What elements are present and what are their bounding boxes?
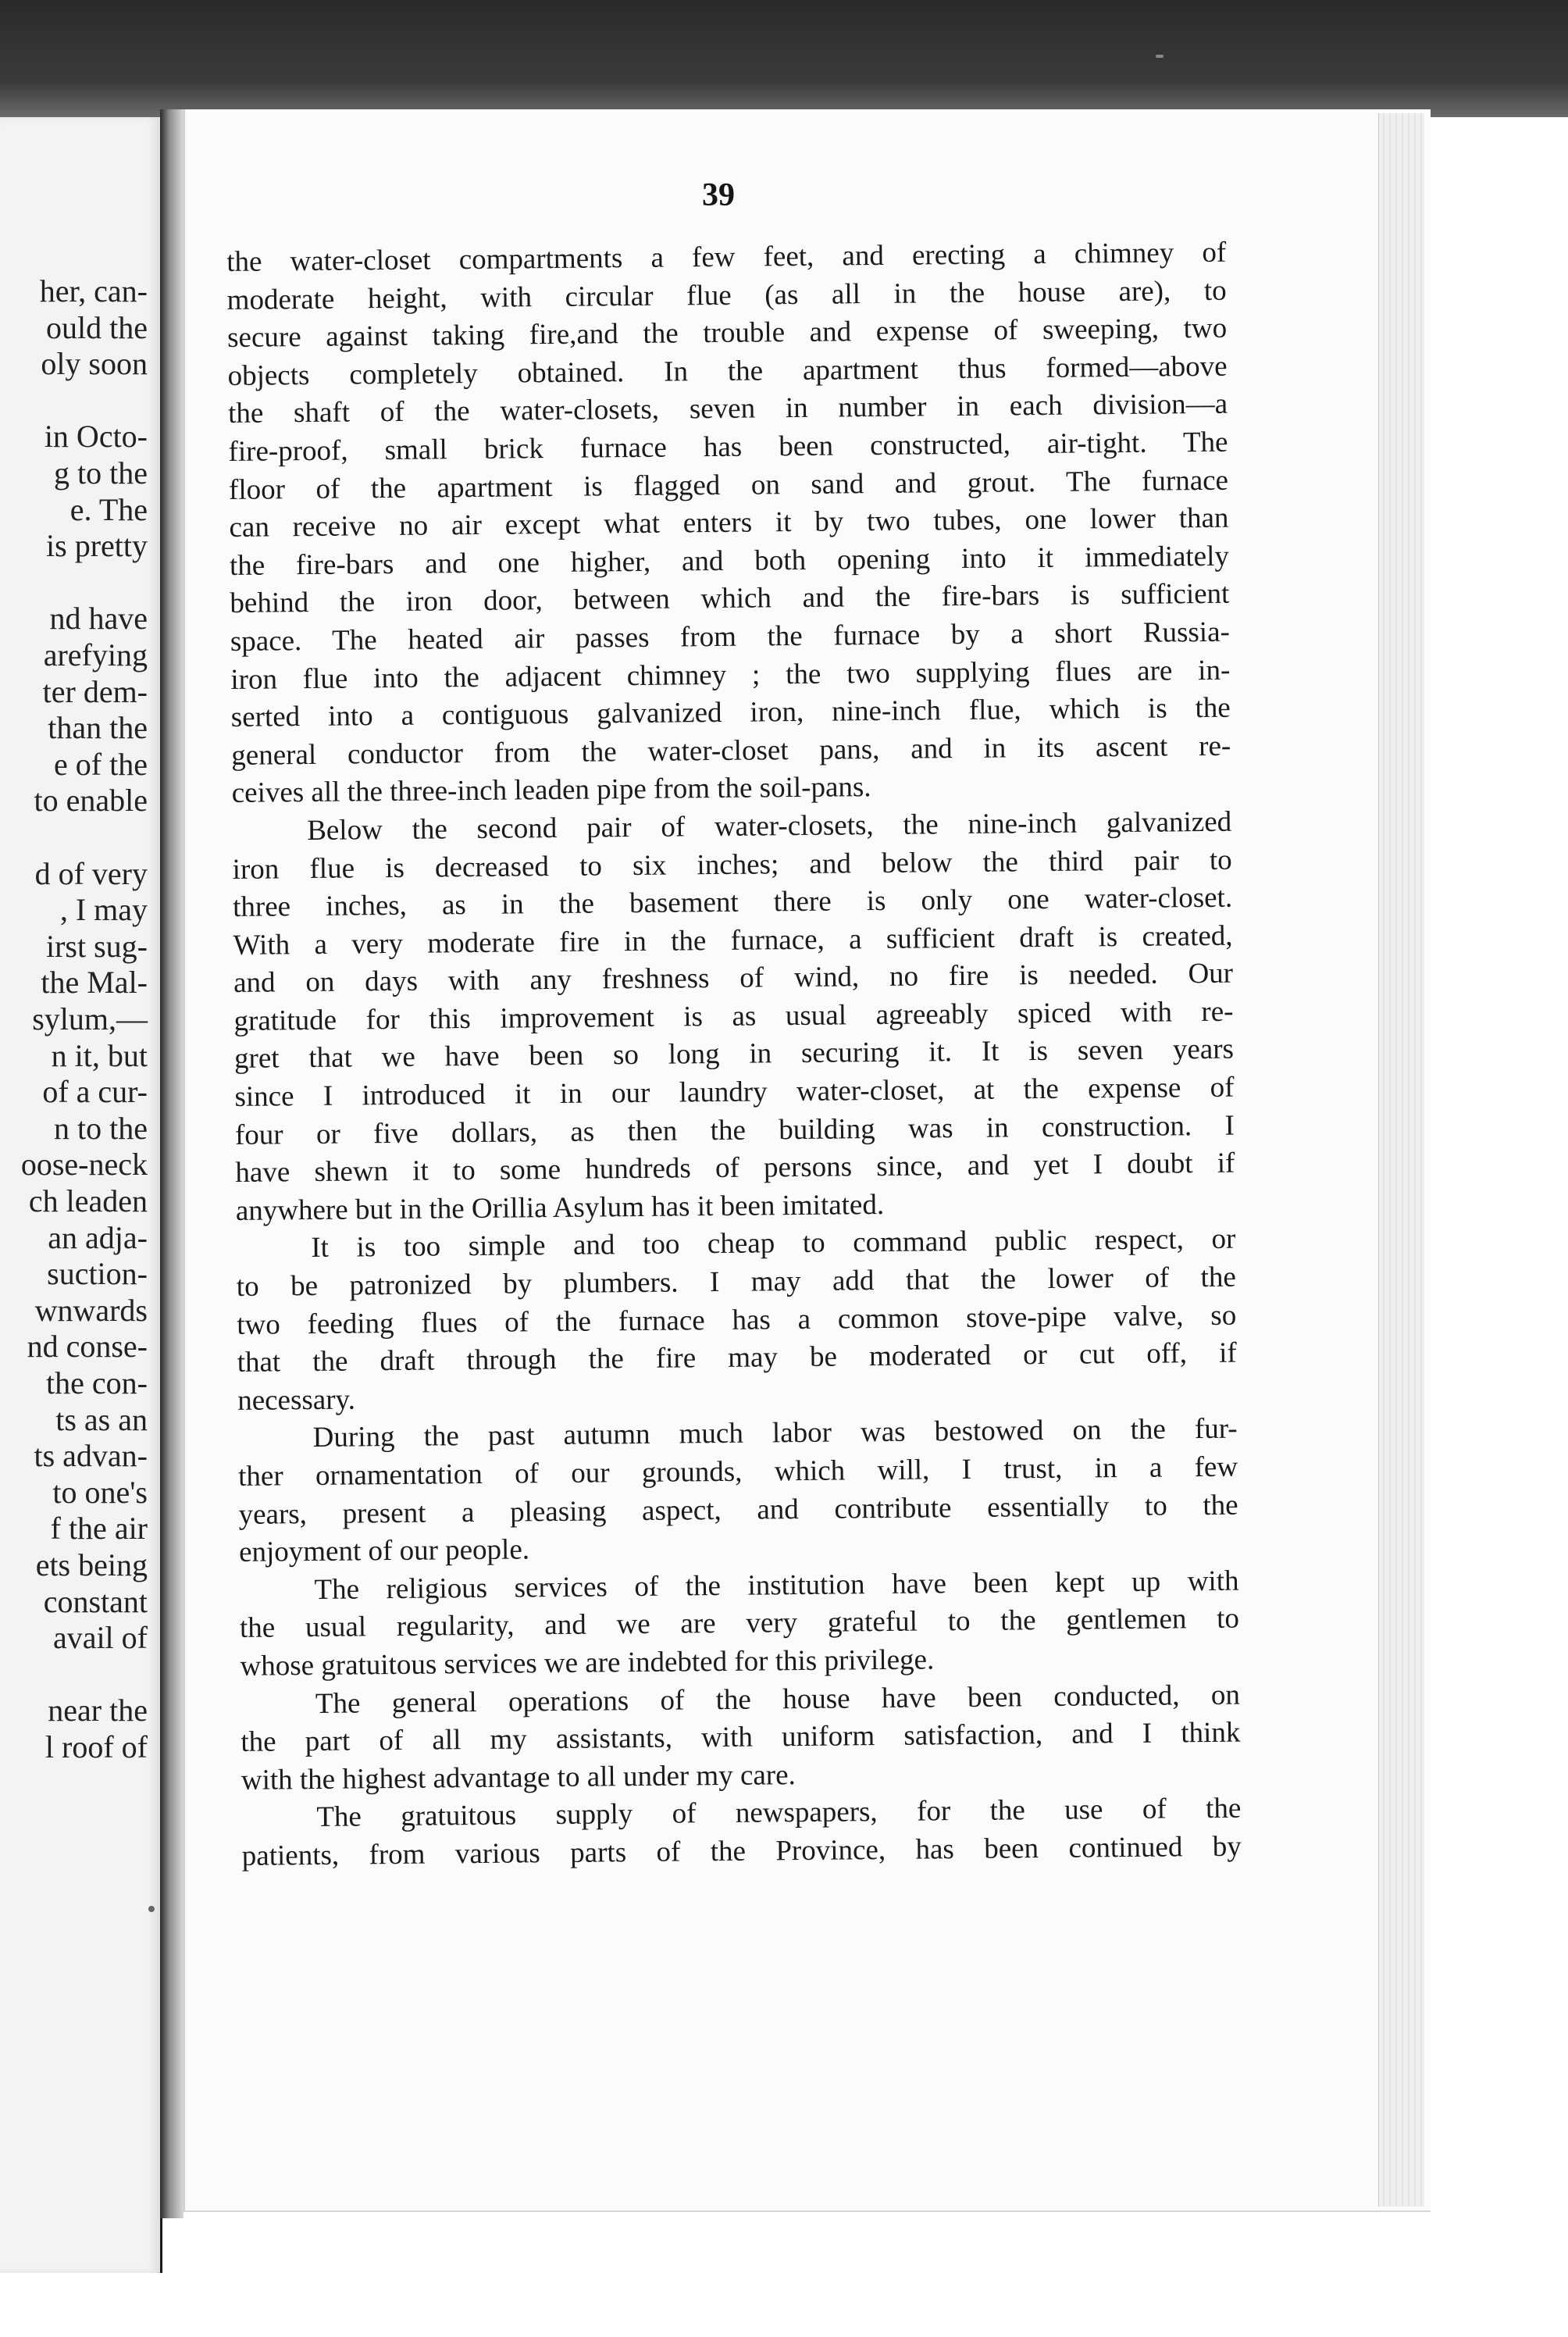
- facing-page-line: n to the: [54, 1110, 148, 1146]
- facing-page-line: near the: [48, 1693, 148, 1729]
- text-line: gratitude for this improvement is as usual agreeably spiced with re-: [233, 995, 1234, 1037]
- paragraph: [239, 1562, 1239, 1686]
- facing-page-line: to one's: [52, 1474, 148, 1510]
- text-line: With a very moderate fire in the furnace, a sufficient draft is created,: [233, 919, 1233, 962]
- facing-page-line: suction-: [47, 1256, 148, 1292]
- text-line: It is too simple and too cheap to command public respect, or: [311, 1223, 1236, 1265]
- book-gutter: [160, 109, 184, 2218]
- text-line: whose gratuitous services we are indebted for this privilege.: [240, 1643, 935, 1682]
- text-line: space. The heated air passes from the furnace by a short Russia-: [230, 615, 1231, 658]
- text-line: Below the second pair of water-closets, the nine-inch galvanized: [307, 805, 1232, 847]
- text-line: objects completely obtained. In the apartment thus formed—above: [227, 350, 1228, 392]
- facing-page-line: f the air: [50, 1511, 148, 1547]
- text-line: behind the iron door, between which and the fire-bars is sufficient: [230, 578, 1230, 620]
- facing-page-line: oose-neck: [20, 1147, 148, 1183]
- facing-page-line: e. The: [69, 491, 148, 527]
- facing-page-line: an adja-: [48, 1219, 148, 1255]
- page-edge-stack: [1378, 113, 1424, 2207]
- text-line: anywhere but in the Orillia Asylum has it been imitated.: [235, 1188, 885, 1227]
- facing-page-line: , I may: [59, 892, 148, 928]
- facing-page-line: in Octo-: [44, 419, 148, 455]
- text-line: During the past autumn much labor was bestowed on the fur-: [312, 1413, 1238, 1454]
- text-line: the shaft of the water-closets, seven in number in each division—a: [227, 388, 1228, 430]
- text-line: enjoyment of our people.: [238, 1533, 530, 1569]
- text-line: ceives all the three-inch leaden pipe from the soil-pans.: [231, 771, 871, 810]
- scan-top-border: [0, 0, 1568, 117]
- text-line: the fire-bars and one higher, and both opening into it immediately: [229, 540, 1230, 582]
- facing-page-line: to enable: [34, 783, 148, 819]
- facing-page-line: of a cur-: [42, 1074, 148, 1110]
- body-text: [226, 234, 1242, 1876]
- text-line: four or five dollars, as then the building was in construction. I: [234, 1109, 1235, 1151]
- text-line: the usual regularity, and we are very grateful to the gentlemen to: [239, 1603, 1240, 1645]
- facing-page-line: constant: [43, 1583, 148, 1619]
- scan-speck: [1156, 55, 1164, 58]
- facing-page-line: nd have: [49, 601, 148, 637]
- text-line: serted into a contiguous galvanized iron, nine-inch flue, which is the: [230, 691, 1231, 734]
- paragraph: [241, 1790, 1242, 1875]
- facing-page-line: ts advan-: [34, 1438, 148, 1474]
- text-line: two feeding flues of the furnace has a common stove-pipe valve, so: [237, 1299, 1237, 1341]
- facing-page-line: the Mal-: [41, 965, 148, 1001]
- paragraph: [236, 1221, 1237, 1420]
- text-line: The religious services of the institution have been kept up with: [314, 1565, 1239, 1606]
- text-line: with the highest advantage to all under my care.: [241, 1758, 796, 1796]
- facing-page-line: e of the: [54, 746, 148, 782]
- text-line: the part of all my assistants, with uniform satisfaction, and I think: [241, 1716, 1241, 1759]
- text-line: to be patronized by plumbers. I may add that the lower of the: [236, 1261, 1236, 1303]
- facing-page-line: ch leaden: [28, 1183, 148, 1218]
- text-line: since I introduced it in our laundry water-closet, at the expense of: [234, 1071, 1235, 1114]
- text-line: ther ornamentation of our grounds, which will, I trust, in a few: [237, 1450, 1238, 1493]
- text-line: and on days with any freshness of wind, no fire is needed. Our: [233, 957, 1234, 1000]
- facing-page-line: oly soon: [41, 346, 148, 382]
- facing-page-line: g to the: [54, 455, 148, 491]
- facing-page-line: ould the: [46, 309, 148, 345]
- margin-dot: [148, 1906, 155, 1912]
- facing-page-line: her, can-: [39, 273, 148, 309]
- facing-page-line: the con-: [46, 1365, 148, 1400]
- text-line: moderate height, with circular flue (as all in the house are), to: [226, 274, 1227, 316]
- text-line: the water-closet compartments a few feet, and erecting a chimney of: [226, 236, 1227, 278]
- facing-page-line: is pretty: [46, 528, 148, 564]
- facing-page-line: irst sug-: [46, 928, 148, 964]
- text-line: patients, from various parts of the Province, has been continued by: [241, 1830, 1242, 1872]
- text-line: can receive no air except what enters it by two tubes, one lower than: [229, 501, 1229, 544]
- text-line: have shewn it to some hundreds of persons since, and yet I doubt if: [235, 1147, 1235, 1190]
- text-line: three inches, as in the basement there is only one water-closet.: [232, 881, 1233, 924]
- paragraph: [241, 1676, 1241, 1800]
- text-line: gret that we have been so long in securing it. It is seven years: [233, 1033, 1235, 1076]
- facing-page-line: n it, but: [51, 1037, 148, 1073]
- facing-page-line: ts as an: [55, 1401, 148, 1437]
- facing-page-line: ets being: [35, 1547, 148, 1582]
- facing-page-line: wnwards: [34, 1292, 148, 1328]
- facing-page-line: arefying: [43, 637, 148, 673]
- text-line: that the draft through the fire may be moderated or cut off, if: [237, 1336, 1237, 1379]
- paragraph: [232, 804, 1235, 1231]
- text-line: iron flue is decreased to six inches; and below the third pair to: [232, 844, 1232, 886]
- text-line: floor of the apartment is flagged on sand and grout. The furnace: [228, 464, 1229, 506]
- facing-page-fragment: [0, 117, 162, 2273]
- text-line: fire-proof, small brick furnace has been constructed, air-tight. The: [228, 426, 1228, 468]
- facing-page-line: l roof of: [45, 1729, 148, 1764]
- text-line: The general operations of the house have been conducted, on: [315, 1679, 1241, 1720]
- text-line: The gratuitous supply of newspapers, for the use of the: [316, 1792, 1242, 1834]
- paragraph: [237, 1411, 1238, 1572]
- facing-page-line: d of very: [34, 855, 148, 891]
- text-line: years, present a pleasing aspect, and contribute essentially to the: [238, 1489, 1238, 1531]
- text-line: necessary.: [237, 1383, 356, 1417]
- paragraph: [226, 234, 1231, 813]
- text-line: iron flue into the adjacent chimney ; the two supplying flues are in-: [230, 654, 1231, 696]
- text-line: secure against taking fire,and the trouble and expense of sweeping, two: [226, 312, 1228, 355]
- text-line: general conductor from the water-closet pans, and in its ascent re-: [231, 730, 1231, 772]
- facing-page-line: nd conse-: [27, 1329, 148, 1365]
- facing-page-line: avail of: [52, 1620, 148, 1656]
- facing-page-line: ter dem-: [42, 673, 148, 709]
- facing-page-line: sylum,—: [32, 1001, 148, 1036]
- facing-page-line: than the: [48, 710, 148, 746]
- page-number: 39: [702, 177, 735, 213]
